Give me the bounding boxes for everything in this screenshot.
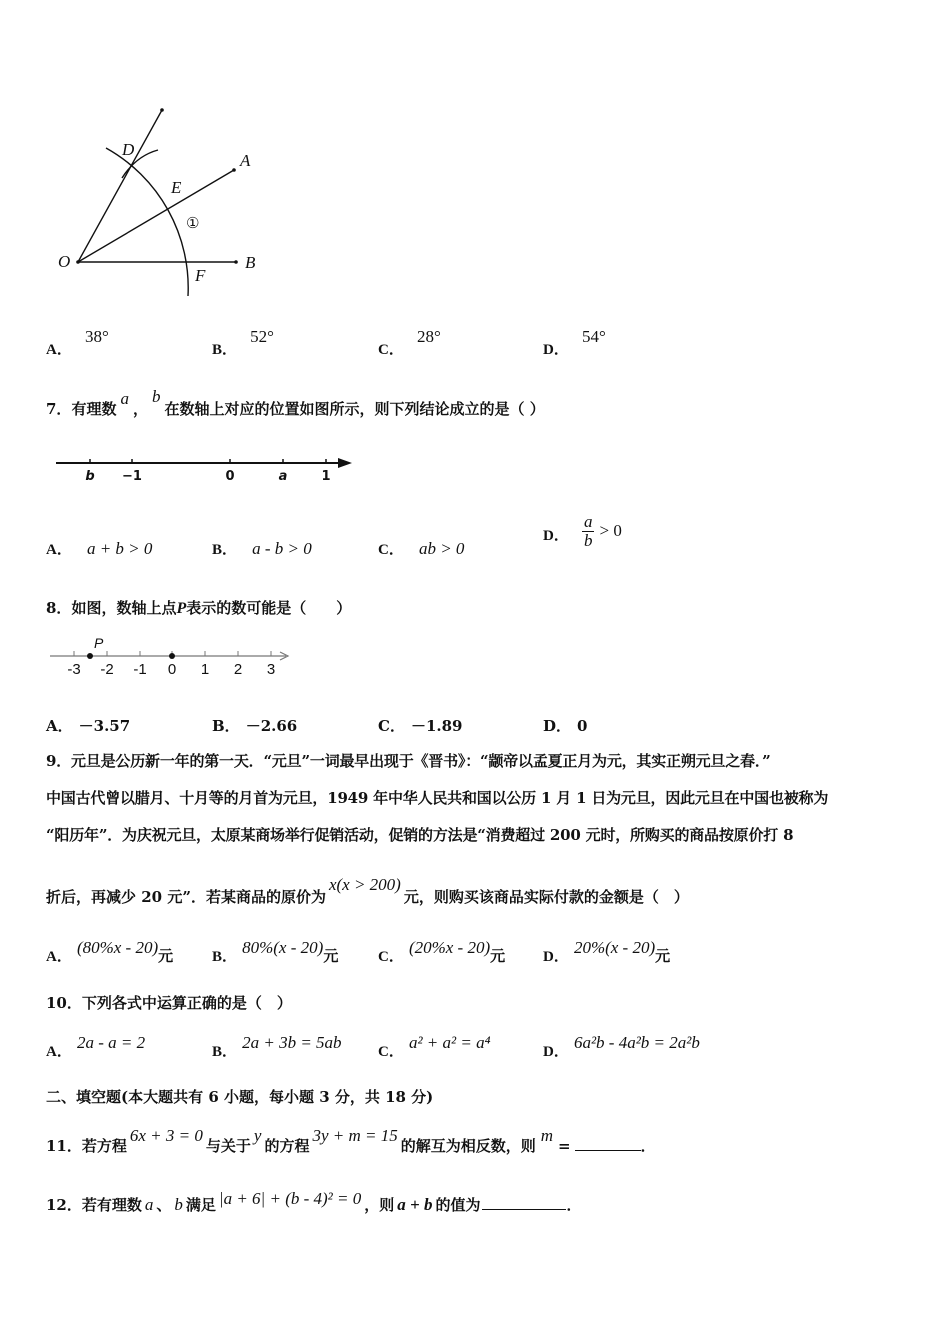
option-expr: 6a²b - 4a²b = 2a²b <box>573 1033 700 1052</box>
option-value: 28° <box>416 327 441 346</box>
q9-line-3: “阳历年”．为庆祝元旦，太原某商场举行促销活动，促销的方法是“消费超过 200 元时，所购买的商品按原价打 8 <box>46 826 794 844</box>
q9-option-a[interactable] <box>46 938 174 966</box>
q7-option-b[interactable] <box>212 538 312 559</box>
option-expr: (20%x - 20) <box>408 938 491 957</box>
q7-number-line <box>52 448 362 488</box>
option-letter: A． <box>46 542 72 558</box>
option-expr: 2a - a = 2 <box>76 1033 146 1052</box>
label-B: B <box>245 253 256 272</box>
option-expr: 20%(x - 20) <box>573 938 656 957</box>
option-letter: B． <box>212 342 238 358</box>
q6-option-b[interactable] <box>212 327 274 359</box>
tick-label: 2 <box>233 661 243 678</box>
fraction <box>582 513 595 550</box>
tick-label-0: 0 <box>225 469 235 484</box>
q6-option-d[interactable] <box>543 327 606 359</box>
q10-option-d[interactable] <box>543 1033 700 1061</box>
q9-option-b[interactable] <box>212 938 339 966</box>
option-unit: 元 <box>323 947 339 965</box>
q8-option-b[interactable] <box>212 715 297 736</box>
angle-construction-figure <box>40 100 280 310</box>
q9-line-4: 折后，再减少 20 元”．若某商品的原价为x(x > 200)元，则购买该商品实际付款的金额是（ ） <box>46 875 689 906</box>
q8-option-c[interactable] <box>378 715 463 736</box>
option-letter: C． <box>378 542 404 558</box>
q8-stem: 8．如图，数轴上点P表示的数可能是（ ） <box>46 599 352 617</box>
tick-label-a: a <box>278 469 288 484</box>
tick-label-b: b <box>85 469 95 484</box>
option-letter: B． <box>212 717 240 735</box>
option-letter: C． <box>378 949 404 965</box>
q6-option-c[interactable] <box>378 327 441 359</box>
q10-option-a[interactable] <box>46 1033 146 1061</box>
option-letter: C． <box>378 342 404 358</box>
option-value: 0 <box>577 717 588 735</box>
tick-label: 3 <box>266 661 276 678</box>
q7-stem: 7．有理数a，b在数轴上对应的位置如图所示，则下列结论成立的是（ ） <box>46 387 545 418</box>
option-expr: a² + a² = a⁴ <box>408 1033 491 1052</box>
option-expr: (80%x - 20) <box>76 938 159 957</box>
option-letter: B． <box>212 949 238 965</box>
option-letter: D． <box>543 342 569 358</box>
q10-stem: 10．下列各式中运算正确的是（ ） <box>46 994 292 1012</box>
tick-label-minus1: −1 <box>122 469 142 484</box>
tick-label: 0 <box>167 661 177 678</box>
label-E: E <box>171 178 182 197</box>
option-value: －3.57 <box>78 717 131 735</box>
answer-blank[interactable] <box>482 1209 566 1210</box>
option-expr: 2a + 3b = 5ab <box>242 1033 342 1052</box>
q9-option-d[interactable] <box>543 938 671 966</box>
option-letter: A． <box>46 342 72 358</box>
label-D: D <box>122 140 135 159</box>
q9-line-1: 9．元旦是公历新一年的第一天．“元旦”一词最早出现于《晋书》：“颛帝以孟夏正月为元，其实正朔元旦之春．” <box>46 752 771 770</box>
numerator: a <box>583 512 593 531</box>
label-F: F <box>195 266 206 285</box>
label-O: O <box>58 252 71 271</box>
option-value: －1.89 <box>410 717 463 735</box>
label-A: A <box>240 151 251 170</box>
option-expr: a + b > 0 <box>86 539 153 558</box>
option-unit: 元 <box>158 947 174 965</box>
option-letter: C． <box>378 717 405 735</box>
option-unit: 元 <box>655 947 671 965</box>
q7-option-a[interactable] <box>46 538 152 559</box>
denominator: b <box>583 531 593 550</box>
option-letter: B． <box>212 542 238 558</box>
q9-option-c[interactable] <box>378 938 506 966</box>
option-value: －2.66 <box>245 717 298 735</box>
option-letter: D． <box>543 1044 569 1060</box>
tick-label: -1 <box>133 661 147 678</box>
option-rest: > 0 <box>599 521 622 540</box>
q8-number-line <box>46 632 296 680</box>
section-2-title: 二、填空题(本大题共有 6 小题，每小题 3 分，共 18 分) <box>46 1088 434 1106</box>
option-value: 52° <box>250 327 274 346</box>
tick-label: -2 <box>100 661 114 678</box>
option-letter: C． <box>378 1044 404 1060</box>
q8-option-a[interactable] <box>46 715 130 736</box>
option-expr: a - b > 0 <box>252 539 312 558</box>
option-letter: B． <box>212 1044 238 1060</box>
option-value: 54° <box>581 327 606 346</box>
option-expr: 80%(x - 20) <box>242 938 324 957</box>
q10-option-c[interactable] <box>378 1033 491 1061</box>
option-letter: D． <box>543 528 569 544</box>
q11: 11．若方程6x + 3 = 0与关于y的方程3y + m = 15的解互为相反数，则m= ． <box>46 1126 656 1155</box>
q10-option-b[interactable] <box>212 1033 342 1061</box>
option-expr: ab > 0 <box>418 539 465 558</box>
option-letter: A． <box>46 717 73 735</box>
point-p-label: P <box>94 635 104 651</box>
q8-option-d[interactable] <box>543 715 587 736</box>
q9-line-2: 中国古代曾以腊月、十月等的月首为元旦，1949 年中华人民共和国以公历 1 月 1 日为元旦，因此元旦在中国也被称为 <box>46 789 829 807</box>
tick-label: -3 <box>67 661 81 678</box>
option-letter: D． <box>543 949 569 965</box>
option-letter: D． <box>543 717 572 735</box>
tick-label-1: 1 <box>321 469 331 484</box>
label-circle-1: ① <box>186 214 200 232</box>
option-letter: A． <box>46 949 72 965</box>
option-letter: A． <box>46 1044 72 1060</box>
tick-label: 1 <box>200 661 210 678</box>
q12: 12．若有理数 a 、 b 满足 |a + 6| + (b - 4)² = 0 ，则 a + b 的值为 ． <box>46 1189 582 1214</box>
q7-option-c[interactable] <box>378 538 464 559</box>
option-value: 38° <box>84 327 109 346</box>
q7-option-d[interactable] <box>543 513 622 550</box>
q6-option-a[interactable] <box>46 327 109 359</box>
answer-blank[interactable] <box>575 1150 641 1151</box>
option-unit: 元 <box>490 947 506 965</box>
